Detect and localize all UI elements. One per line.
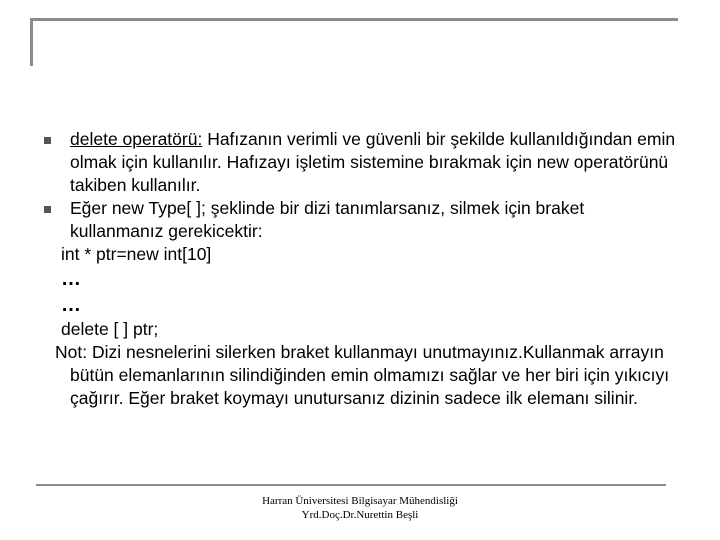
code-ellipsis-1: …	[61, 268, 81, 290]
note-text: Not: Dizi nesnelerini silerken braket kullanmayı unutmayınız.Kullanmak arrayın bütün elemanlarının silindiğinden emin olmamızı sağlar ve her biri için yıkıcıyı çağırır. Eğer braket koymayı unutursanız dizinin sadece ilk elemanı silinir.	[55, 342, 670, 408]
slide-frame-left	[30, 18, 33, 66]
slide-content	[40, 128, 680, 410]
operator-keyword: operatörü:	[117, 129, 203, 149]
footer	[0, 494, 720, 522]
code-ellipsis-2: …	[61, 294, 81, 316]
footer-author: Yrd.Doç.Dr.Nurettin Beşli	[301, 509, 419, 521]
delete-keyword: delete	[70, 129, 118, 149]
footer-university: Harran Üniversitesi Bilgisayar Mühendisliği	[262, 495, 458, 507]
square-bullet-icon	[44, 206, 51, 213]
bullet-item-array	[40, 197, 680, 243]
footer-divider	[36, 484, 666, 486]
bullet2-body: Eğer new Type[ ]; şeklinde bir dizi tanımlarsanız, silmek için braket kullanmanız gerekicektir:	[70, 198, 585, 241]
code-line-new: int * ptr=new int[10]	[61, 244, 212, 264]
bullet-item-delete	[40, 128, 680, 197]
code-line-delete: delete [ ] ptr;	[61, 319, 159, 339]
bullet-text	[70, 128, 680, 197]
bullet1-body: Hafızanın verimli ve güvenli bir şekilde kullanıldığından emin olmak için kullanılır. Hafızayı işletim sistemine bırakmak için new operatörünü takiben kullanılır.	[70, 129, 676, 195]
slide-frame-top	[30, 18, 678, 21]
square-bullet-icon	[44, 137, 51, 144]
